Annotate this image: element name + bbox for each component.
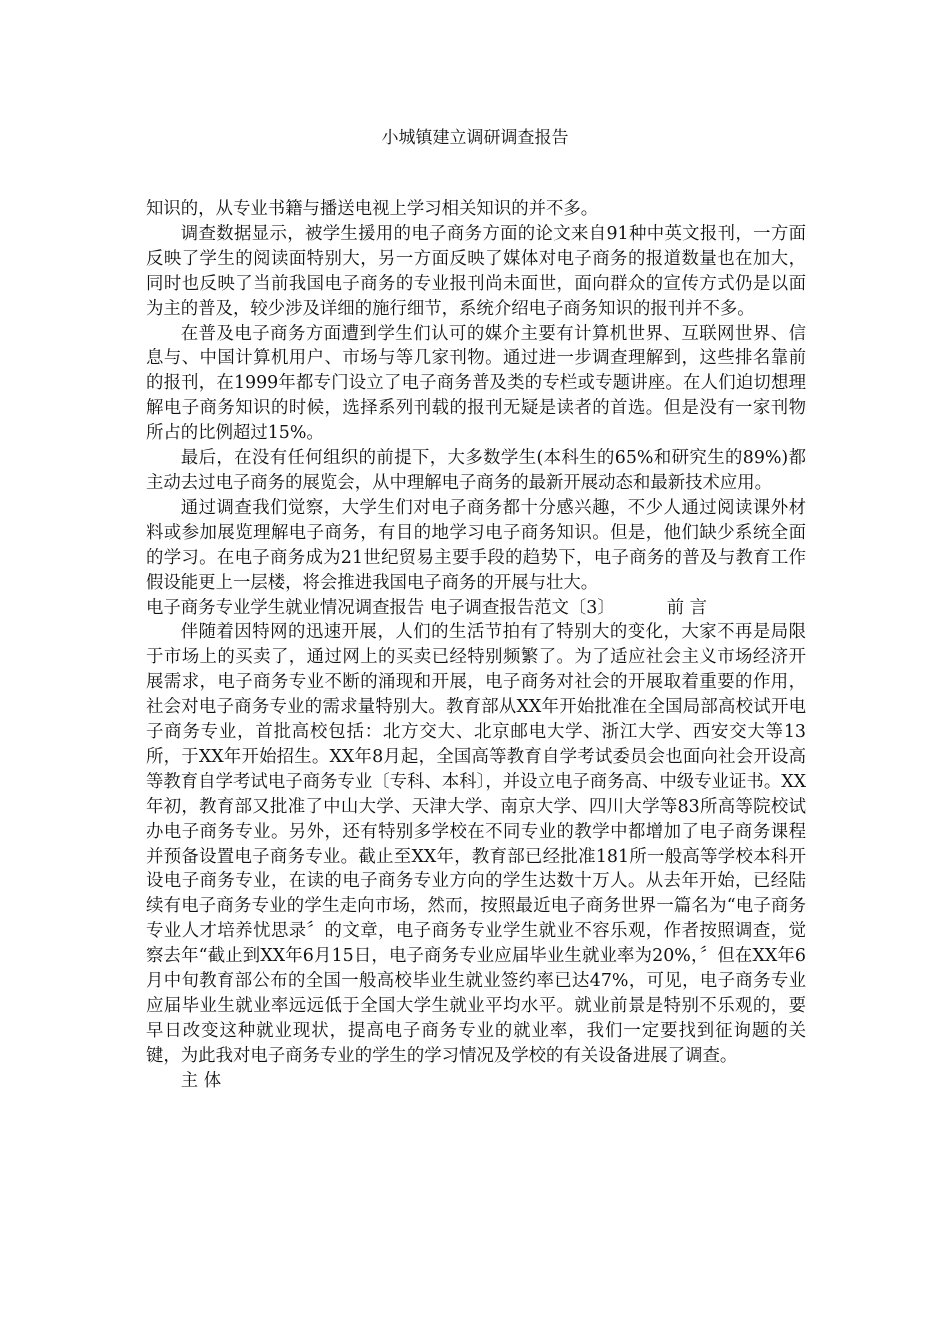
paragraph-exhibitions: 最后，在没有任何组织的前提下，大多数学生(本科生的65%和研究生的89%)都主动去过电子商务的展览会，从中理解电子商务的最新开展动态和最新技术应用。 [146,448,806,493]
document-title: 小城镇建立调研调查报告 [381,128,569,148]
paragraph-conclusion: 通过调查我们觉察，大学生们对电子商务都十分感兴趣，不少人通过阅读课外材料或参加展览理解电子商务，有目的地学习电子商务知识。但是，他们缺少系统全面的学习。在电子商务成为21世纪贸易主要手段的趋势下，电子商务的普及与教育工作假设能更上一层楼，将会推进我国电子商务的开展与壮大。 [146,497,806,593]
paragraph-continuation: 知识的，从专业书籍与播送电视上学习相关知识的并不多。 [146,199,599,219]
section-heading: 电子商务专业学生就业情况调查报告 电子调查报告范文〔3〕 [146,597,615,618]
paragraph-media: 在普及电子商务方面遭到学生们认可的媒介主要有计算机世界、互联网世界、信息与、中国计算机用户、市场与等几家刊物。通过进一步调查理解到，这些排名靠前的报刊，在1999年都专门设立了电子商务普及类的专栏或专题讲座。在人们迫切想理解电子商务知识的时候，选择系列刊载的报刊无疑是读者的首选。但是没有一家刊物所占的比例超过15%。 [146,323,806,444]
body-heading: 主 体 [180,1070,222,1091]
section-heading-line [146,596,806,621]
document-body [146,197,806,1094]
preface-heading: 前 言 [666,597,708,618]
paragraph-preface: 伴随着因特网的迅速开展，人们的生活节拍有了特别大的变化，大家不再是局限于市场上的买卖了，通过网上的买卖已经特别频繁了。为了适应社会主义市场经济开展需求，电子商务专业不断的涌现和开展，电子商务对社会的开展取着重要的作用，社会对电子商务专业的需求量特别大。教育部从XX年开始批准在全国局部高校试开电子商务专业，首批高校包括：北方交大、北京邮电大学、浙江大学、西安交大等13所，于XX年开始招生。XX年8月起，全国高等教育自学考试委员会也面向社会开设高等教育自学考试电子商务专业〔专科、本科〕，并设立电子商务高、中级专业证书。XX年初，教育部又批准了中山大学、天津大学、南京大学、四川大学等83所高等院校试办电子商务专业。另外，还有特别多学校在不同专业的教学中都增加了电子商务课程并预备设置电子商务专业。截止至XX年，教育部已经批准181所一般高等学校本科开设电子商务专业，在读的电子商务专业方向的学生达数十万人。从去年开始，已经陆续有电子商务专业的学生走向市场，然而，按照最近电子商务世界一篇名为“电子商务专业人才培养忧思录〞的文章，电子商务专业学生就业不容乐观，作者按照调查，觉察去年“截止到XX年6月15日，电子商务专业应届毕业生就业率为20%，〞但在XX年6月中旬教育部公布的全国一般高校毕业生就业签约率已达47%，可见，电子商务专业应届毕业生就业率远远低于全国大学生就业平均水平。就业前景是特别不乐观的，要早日改变这种就业现状，提高电子商务专业的就业率，我们一定要找到征询题的关键，为此我对电子商务专业的学生的学习情况及学校的有关设备进展了调查。 [146,622,806,1066]
paragraph-survey-data: 调查数据显示，被学生援用的电子商务方面的论文来自91种中英文报刊，一方面反映了学生的阅读面特别大，另一方面反映了媒体对电子商务的报道数量也在加大，同时也反映了当前我国电子商务的专业报刊尚未面世，面向群众的宣传方式仍是以面为主的普及，较少涉及详细的施行细节，系统介绍电子商务知识的报刊并不多。 [146,223,806,319]
